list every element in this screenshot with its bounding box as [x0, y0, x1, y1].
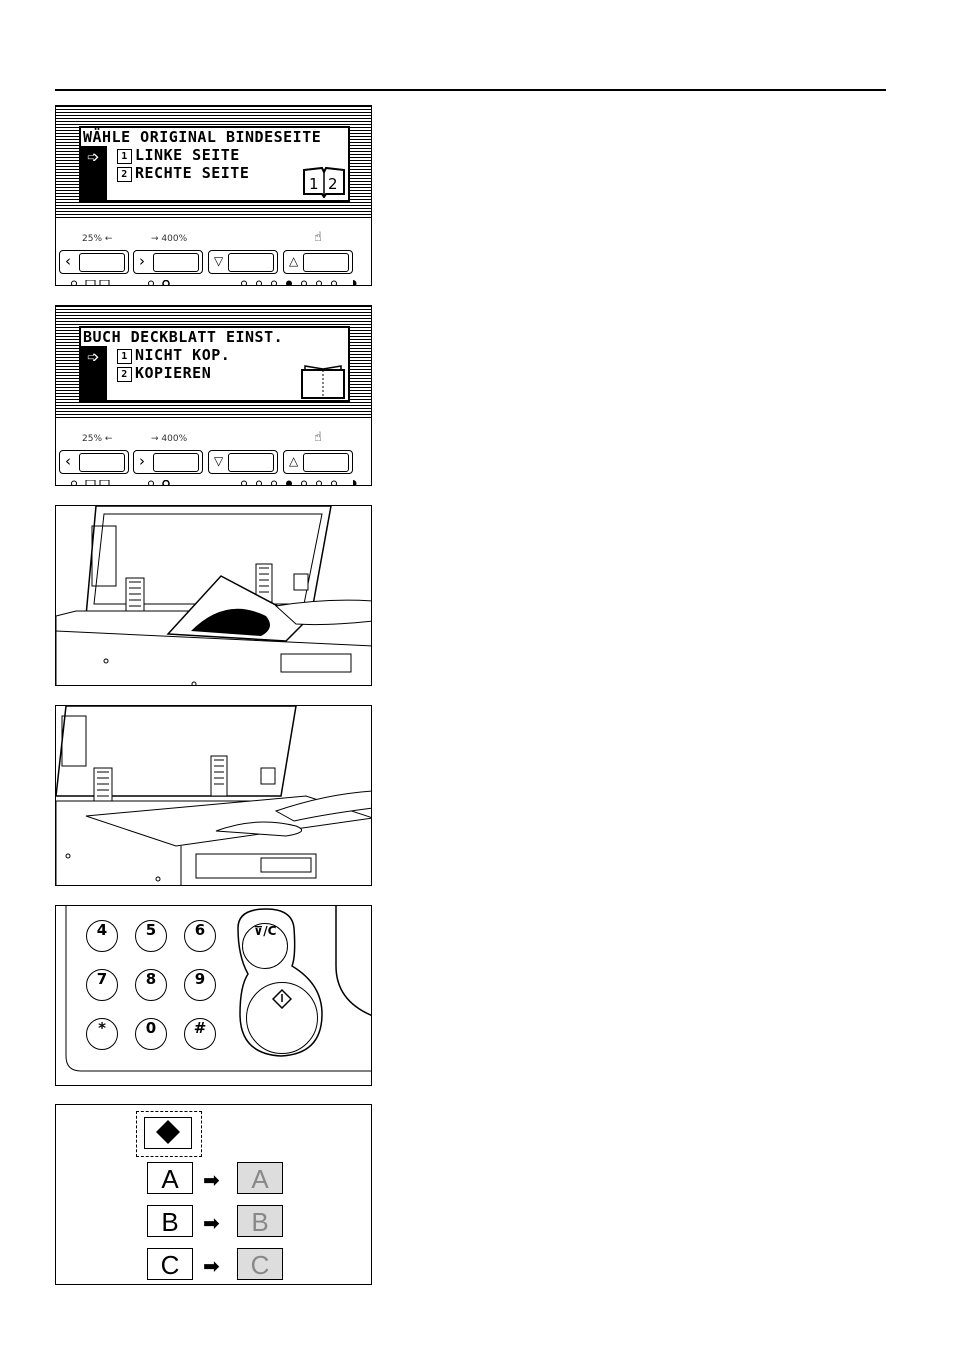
diamond-icon [155, 1119, 181, 1145]
zoom-max-label: → 400% [151, 434, 188, 444]
arrow-right-icon: ➡ [203, 1211, 220, 1235]
start-key [144, 1117, 192, 1149]
lcd-panel-book-cover [55, 305, 372, 486]
svg-text:1: 1 [309, 175, 319, 193]
copy-letter-b: B [237, 1205, 283, 1237]
chevron-right-icon: › [139, 252, 145, 270]
key-6[interactable]: 6 [184, 920, 216, 952]
status-indicator-strip [56, 280, 371, 286]
status-indicator-strip [56, 480, 371, 486]
stop-icon: ⊽ [253, 924, 264, 938]
key-asterisk[interactable]: * [86, 1018, 118, 1050]
lcd-screen [79, 126, 350, 202]
zoom-down-key[interactable] [59, 450, 129, 474]
result-diagram-panel [55, 1104, 372, 1285]
original-letter-a: A [147, 1162, 193, 1194]
lcd-title: WÄHLE ORIGINAL BINDESEITE [83, 128, 322, 146]
indicator-dots [56, 480, 372, 486]
key-5[interactable]: 5 [135, 920, 167, 952]
key-9[interactable]: 9 [184, 969, 216, 1001]
chevron-left-icon: ‹ [65, 252, 71, 270]
lcd-option-1[interactable] [117, 146, 240, 164]
copy-letter-c: C [237, 1248, 283, 1280]
cursor-up-key[interactable] [283, 450, 353, 474]
arrow-right-icon: ➡ [203, 1254, 220, 1278]
key-7[interactable]: 7 [86, 969, 118, 1001]
triangle-up-icon: △ [289, 454, 299, 468]
option-number: 2 [117, 367, 132, 382]
cursor-down-key[interactable] [208, 250, 278, 274]
stop-clear-label: /C [263, 924, 277, 938]
zoom-min-label: 25% ← [82, 234, 113, 244]
illustration-close-lid [55, 705, 372, 886]
lcd-option-2[interactable] [117, 164, 249, 182]
start-diamond-icon [272, 989, 292, 1009]
header-rule [55, 89, 886, 91]
zoom-up-key[interactable] [133, 450, 203, 474]
zoom-up-key[interactable] [133, 250, 203, 274]
start-button[interactable] [246, 982, 318, 1054]
indicator-dots [56, 280, 372, 286]
option-number: 2 [117, 167, 132, 182]
chevron-right-icon: › [139, 452, 145, 470]
hand-icon: ☝ [314, 430, 322, 445]
arrow-right-icon: ➩ [87, 148, 100, 166]
cursor-down-key[interactable] [208, 450, 278, 474]
arrow-right-icon: ➡ [203, 1168, 220, 1192]
lcd-title: BUCH DECKBLATT EINST. [83, 328, 284, 346]
copier-open-lid-illustration [56, 506, 372, 686]
start-key-highlight [136, 1111, 202, 1157]
triangle-up-icon: △ [289, 254, 299, 268]
option-number: 1 [117, 349, 132, 364]
zoom-max-label: → 400% [151, 234, 188, 244]
original-letter-b: B [147, 1205, 193, 1237]
key-4[interactable]: 4 [86, 920, 118, 952]
book-cover-icon [299, 360, 347, 400]
triangle-down-icon: ▽ [214, 454, 224, 468]
key-0[interactable]: 0 [135, 1018, 167, 1050]
option-label: NICHT KOP. [135, 346, 231, 364]
cursor-up-key[interactable] [283, 250, 353, 274]
copy-letter-a: A [237, 1162, 283, 1194]
illustration-place-book [55, 505, 372, 686]
lcd-option-2[interactable] [117, 364, 211, 382]
hand-icon: ☝ [314, 230, 322, 245]
chevron-left-icon: ‹ [65, 452, 71, 470]
option-label: RECHTE SEITE [135, 164, 250, 182]
zoom-min-label: 25% ← [82, 434, 113, 444]
lcd-panel-binding-side [55, 105, 372, 286]
lcd-cursor-column [81, 146, 107, 200]
triangle-down-icon: ▽ [214, 254, 224, 268]
copier-lid-hands-illustration [56, 706, 372, 886]
lcd-cursor-column [81, 346, 107, 400]
zoom-down-key[interactable] [59, 250, 129, 274]
open-book-1-2-icon [301, 164, 347, 198]
option-label: KOPIEREN [135, 364, 212, 382]
keypad-panel [55, 905, 372, 1086]
key-hash[interactable]: # [184, 1018, 216, 1050]
lcd-screen [79, 326, 350, 402]
lcd-option-1[interactable] [117, 346, 230, 364]
original-letter-c: C [147, 1248, 193, 1280]
option-number: 1 [117, 149, 132, 164]
arrow-right-icon: ➩ [87, 348, 100, 366]
option-label: LINKE SEITE [135, 146, 240, 164]
stop-clear-button[interactable] [242, 923, 288, 969]
key-8[interactable]: 8 [135, 969, 167, 1001]
svg-text:2: 2 [328, 175, 338, 193]
